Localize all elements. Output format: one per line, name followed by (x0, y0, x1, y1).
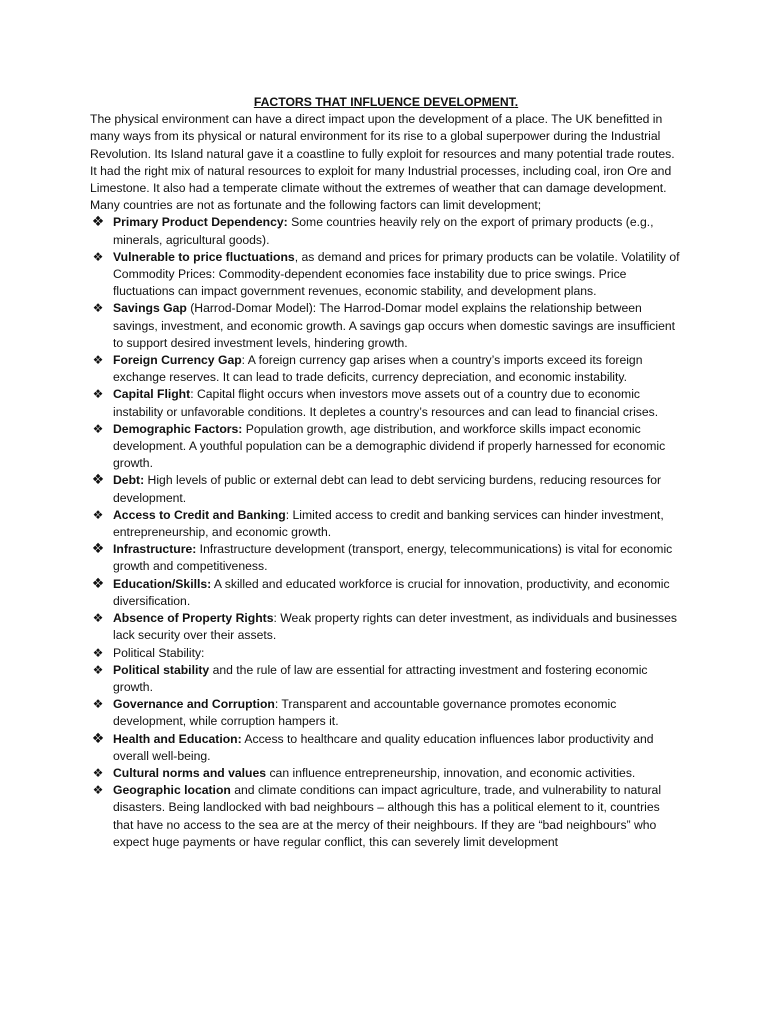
list-item (90, 386, 682, 420)
title-text: FACTORS THAT INFLUENCE DEVELOPMENT (253, 95, 515, 109)
list-item-heading: Absence of Property Rights (113, 611, 274, 626)
list-item (90, 352, 682, 386)
diamond-quad-icon: ❖ (92, 783, 104, 798)
list-item-heading: Health and Education: (113, 731, 242, 746)
list-item (90, 576, 682, 610)
diamond-quad-icon: ❖ (92, 697, 104, 712)
list-item-text: A skilled and educated workforce is crucial for innovation, productivity, and economic diversification. (113, 576, 670, 608)
page-title (90, 94, 682, 111)
list-item-text: and climate conditions can impact agriculture, trade, and vulnerability to natural disasters. Being landlocked with bad neighbours – although this has a political element to it, countries that have no access to the sea are at the mercy of their neighbours. If they are “bad neighbours” who expect huge payments or have regular conflict, this can severely limit development (113, 783, 662, 849)
list-item (90, 472, 682, 506)
intro-paragraph: The physical environment can have a direct impact upon the development of a place. The UK benefitted in many ways from its physical or natural environment for its rise to a global superpower during the Industrial Revolution. Its Island natural gave it a coastline to fully exploit for resources and many potential trade routes. It had the right mix of natural resources to exploit for many Industrial processes, including coal, iron Ore and Limestone. It also had a temperate climate without the extremes of weather that can damage development. Many countries are not as fortunate and the following factors can limit development; (90, 112, 675, 213)
diamond-quad-icon: ❖ (92, 353, 104, 368)
list-item (90, 765, 682, 782)
list-item (90, 421, 682, 473)
list-item-text: High levels of public or external debt can lead to debt servicing burdens, reducing resources for development. (113, 473, 662, 505)
diamond-quad-icon: ❖ (92, 301, 104, 316)
diamond-quad-icon: ❖ (91, 541, 105, 558)
list-item-text: (Harrod-Domar Model): The Harrod-Domar model explains the relationship between savings, investment, and economic growth. A savings gap occurs when domestic savings are insufficient to support desired investment levels, hindering growth. (113, 301, 676, 350)
list-item-heading: Vulnerable to price fluctuations (113, 249, 295, 264)
list-item-text: : Weak property rights can deter investment, as individuals and businesses lack security over their assets. (113, 611, 678, 643)
diamond-quad-icon: ❖ (92, 645, 104, 660)
list-item-text: Some countries heavily rely on the export of primary products (e.g., minerals, agricultural goods). (113, 215, 654, 247)
list-item (90, 541, 682, 575)
diamond-quad-icon: ❖ (91, 214, 105, 231)
list-item-text: : Limited access to credit and banking services can hinder investment, entrepreneurship, and economic growth. (113, 507, 664, 540)
list-item-heading: Cultural norms and values (113, 765, 267, 780)
list-item (90, 645, 682, 662)
diamond-quad-icon: ❖ (91, 472, 105, 489)
list-item-text: and the rule of law are essential for attracting investment and fostering economic growth. (113, 662, 648, 694)
list-item-text: Access to healthcare and quality education influences labor productivity and overall well-being. (113, 731, 654, 763)
list-item-text: Political Stability: (113, 645, 205, 660)
diamond-quad-icon: ❖ (92, 249, 104, 264)
diamond-quad-icon: ❖ (92, 507, 104, 522)
list-item (90, 249, 682, 301)
list-item-heading: Foreign Currency Gap (113, 353, 242, 368)
list-item-heading: Infrastructure: (113, 542, 197, 557)
diamond-quad-icon: ❖ (92, 765, 104, 780)
list-item (90, 731, 682, 765)
list-item-heading: Primary Product Dependency: (113, 215, 288, 230)
list-item-text: can influence entrepreneurship, innovation, and economic activities. (266, 765, 636, 780)
list-item-text: Population growth, age distribution, and workforce skills impact economic development. A youthful population can be a demographic dividend if properly harnessed for economic growth. (113, 421, 666, 471)
diamond-quad-icon: ❖ (92, 421, 104, 436)
list-item-text: : Transparent and accountable governance promotes economic development, while corruption hampers it. (113, 697, 617, 729)
list-item-heading: Demographic Factors: (113, 421, 243, 436)
title-suffix: . (514, 95, 519, 109)
list-item (90, 662, 682, 696)
diamond-quad-icon: ❖ (92, 611, 104, 626)
diamond-quad-icon: ❖ (92, 387, 104, 402)
list-item-heading: Savings Gap (113, 301, 187, 316)
list-item (90, 300, 682, 352)
list-item-heading: Debt: (113, 473, 145, 488)
list-item-heading: Capital Flight (113, 387, 191, 402)
list-item-heading: Political stability (113, 662, 210, 677)
list-item (90, 214, 682, 248)
list-item (90, 782, 682, 851)
list-item-heading: Access to Credit and Banking (113, 507, 286, 522)
diamond-quad-icon: ❖ (91, 575, 105, 592)
list-item (90, 696, 682, 730)
factor-list (90, 214, 682, 851)
list-item-heading: Governance and Corruption (113, 697, 275, 712)
list-item (90, 610, 682, 644)
diamond-quad-icon: ❖ (91, 730, 105, 747)
list-item-text: : Capital flight occurs when investors move assets out of a country due to economic instability or unfavorable conditions. It depletes a country’s resources and can lead to financial crises. (113, 387, 659, 419)
list-item (90, 507, 682, 541)
list-item-heading: Geographic location (113, 783, 231, 798)
list-item-text: : A foreign currency gap arises when a country’s imports exceed its foreign exchange reserves. It can lead to trade deficits, currency depreciation, and economic instability. (113, 353, 643, 385)
diamond-quad-icon: ❖ (92, 662, 104, 677)
list-item-text: , as demand and prices for primary products can be volatile. Volatility of Commodity Prices: Commodity-dependent economies face instability due to price swings. Price fluctuations can impact government revenues, economic stability, and development plans. (113, 249, 680, 299)
list-item-text: Infrastructure development (transport, energy, telecommunications) is vital for economic growth and competitiveness. (113, 542, 673, 574)
list-item-heading: Education/Skills: (113, 576, 212, 591)
document-body (90, 94, 682, 851)
